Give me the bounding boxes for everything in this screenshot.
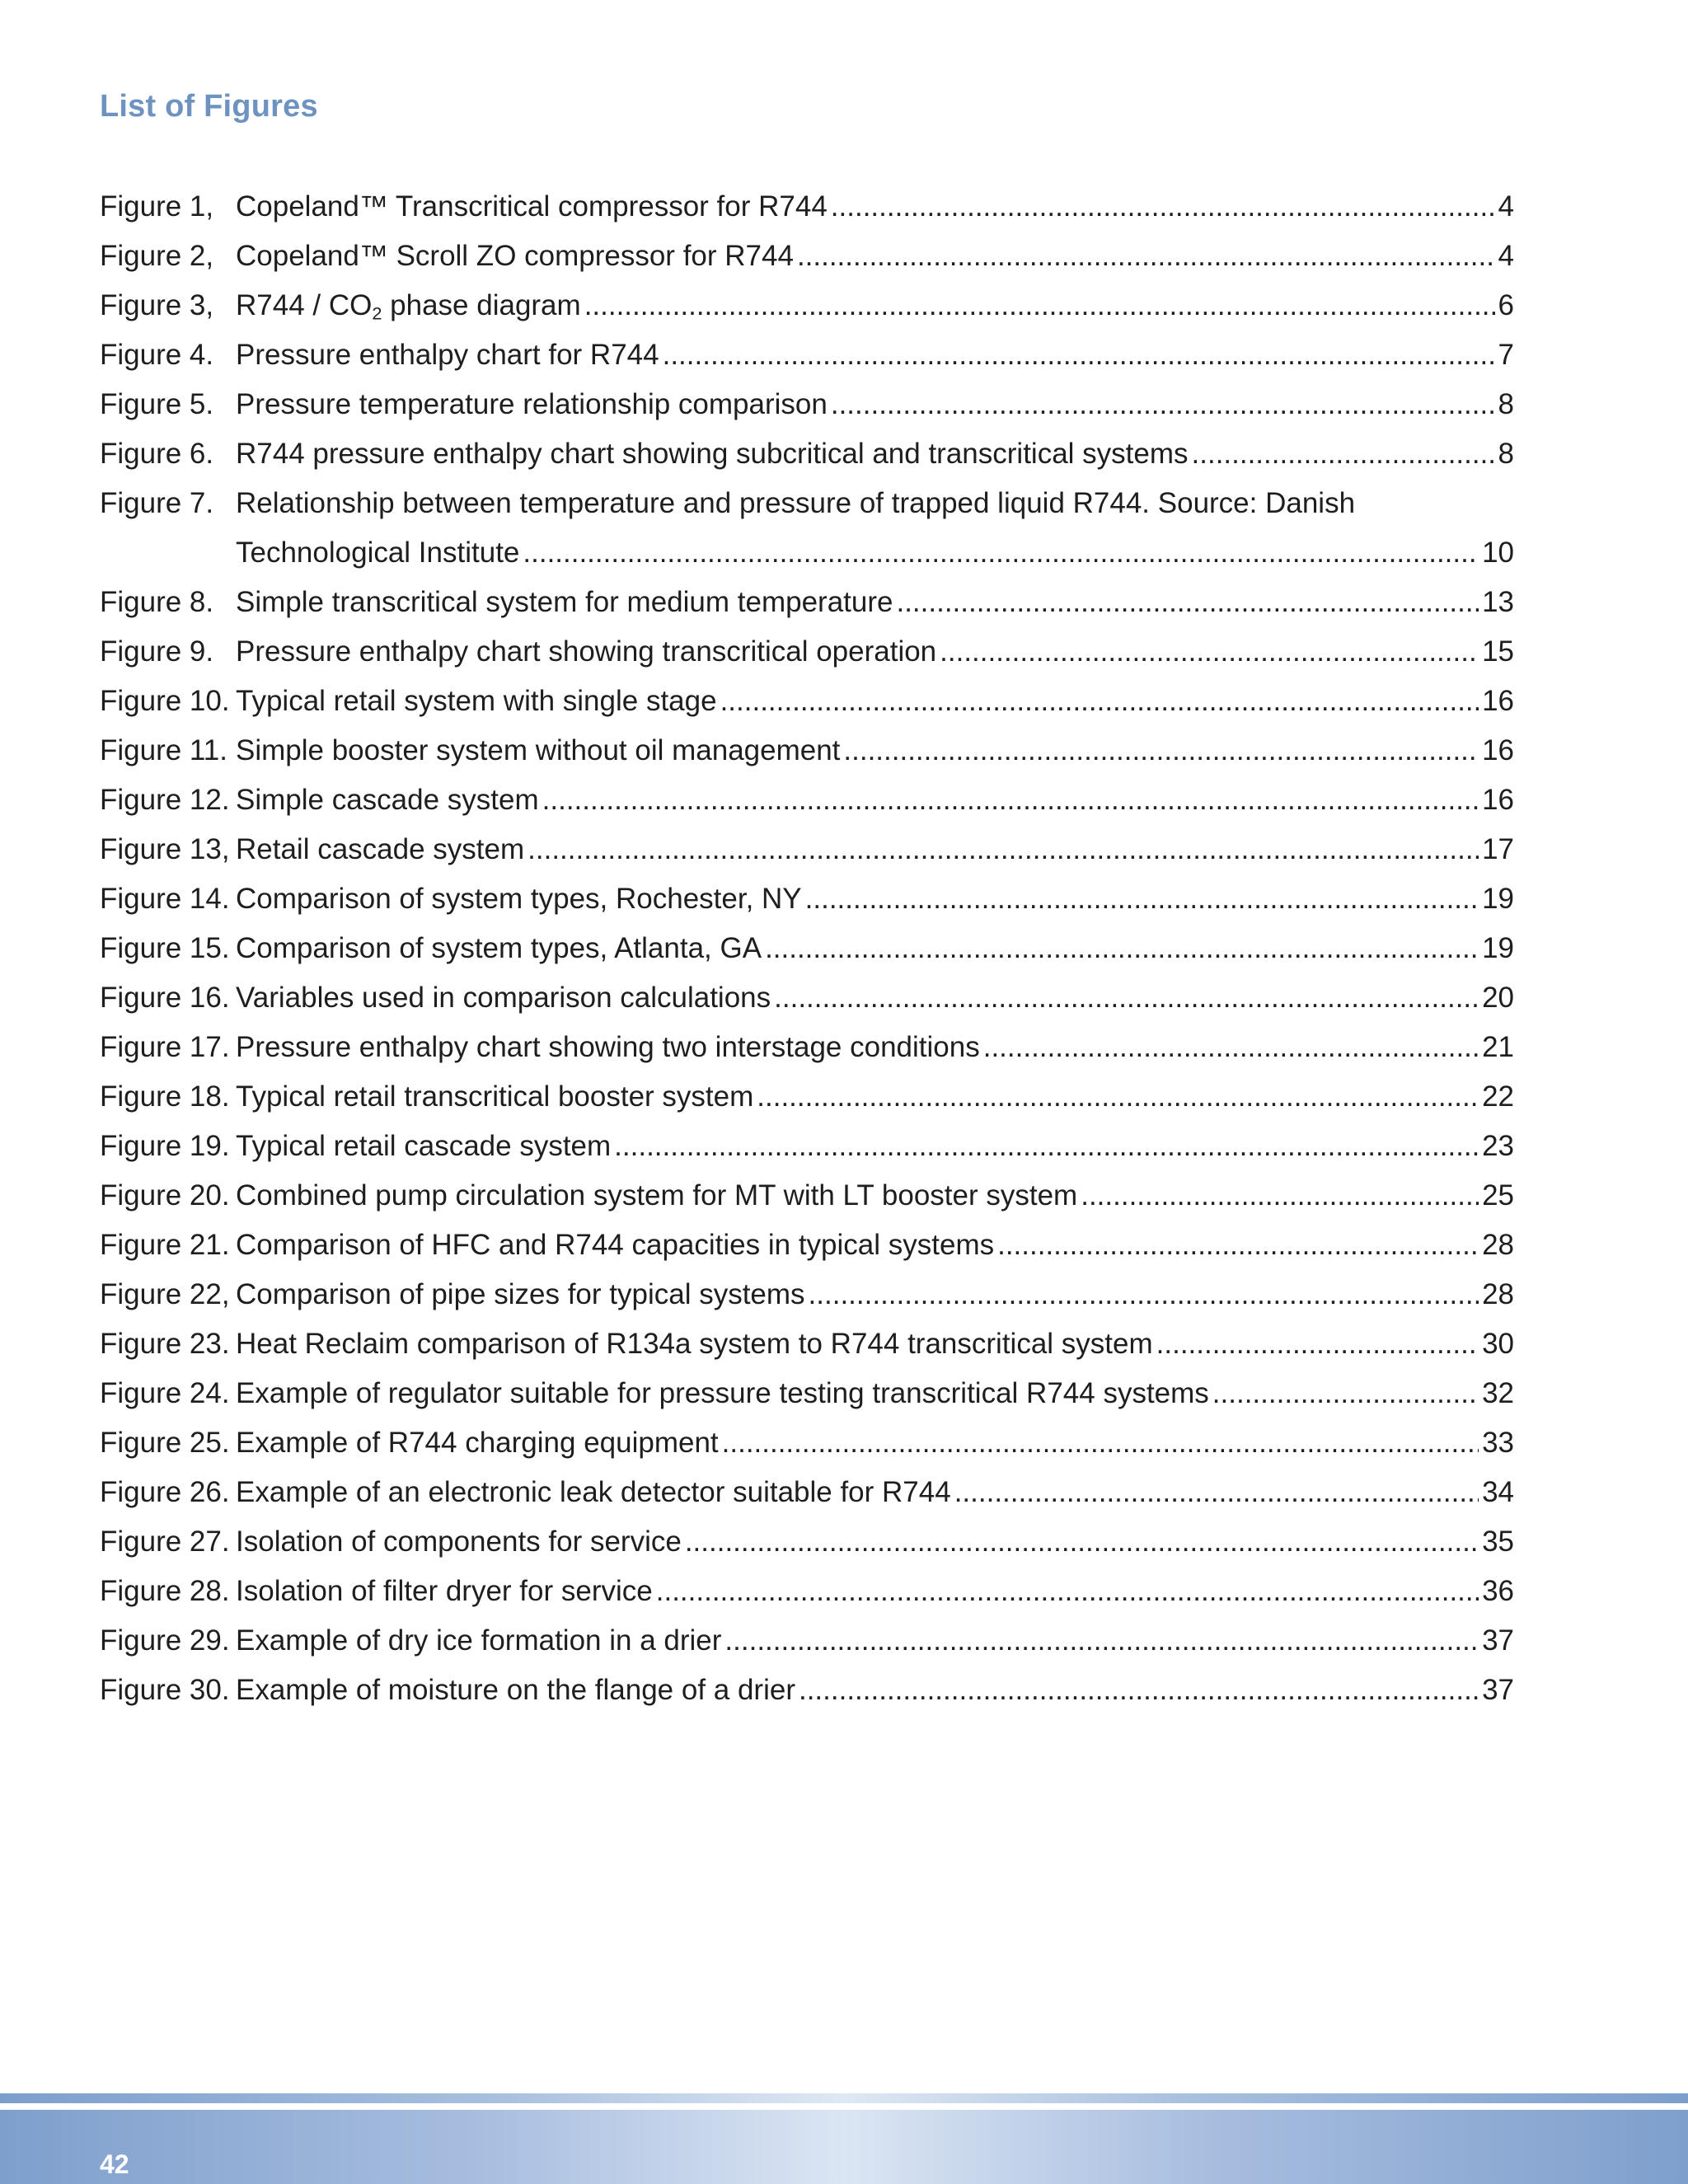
figure-title: Example of dry ice formation in a drier <box>236 1624 722 1657</box>
figure-title: Pressure enthalpy chart showing transcritical operation <box>236 635 937 668</box>
figure-number: Figure 12. <box>100 784 230 816</box>
figure-number: Figure 8. <box>100 586 214 618</box>
page-ref: 20 <box>1482 982 1514 1014</box>
list-item[interactable] <box>100 1567 1514 1616</box>
page-ref: 25 <box>1482 1179 1514 1212</box>
list-item[interactable] <box>100 1270 1514 1319</box>
page-ref: 19 <box>1482 932 1514 964</box>
figure-number: Figure 11. <box>100 734 227 766</box>
figure-title: Typical retail cascade system <box>236 1130 612 1162</box>
dot-leader <box>1212 1369 1479 1418</box>
page-ref: 37 <box>1482 1674 1514 1706</box>
page-ref: 34 <box>1482 1476 1514 1508</box>
figure-number: Figure 7. <box>100 487 214 519</box>
figure-number: Figure 19. <box>100 1130 230 1162</box>
figure-title: Example of regulator suitable for pressure testing transcritical R744 systems <box>236 1377 1209 1409</box>
list-item[interactable] <box>100 1072 1514 1122</box>
dot-leader <box>997 1221 1479 1270</box>
dot-leader <box>1081 1171 1479 1221</box>
list-item[interactable] <box>100 1171 1514 1221</box>
figure-title: Comparison of system types, Rochester, NY <box>236 883 802 915</box>
dot-leader <box>843 726 1479 776</box>
page-ref: 21 <box>1482 1031 1514 1063</box>
figure-number: Figure 24. <box>100 1377 230 1409</box>
list-item[interactable] <box>100 479 1514 578</box>
figure-title: Isolation of filter dryer for service <box>236 1575 653 1607</box>
page-ref: 8 <box>1498 438 1514 470</box>
figure-title: Typical retail transcritical booster system <box>236 1080 754 1113</box>
figure-title: Simple transcritical system for medium temperature <box>236 586 893 618</box>
figure-number: Figure 13, <box>100 833 230 865</box>
page-ref: 4 <box>1498 240 1514 272</box>
figure-number: Figure 18. <box>100 1080 230 1113</box>
figure-title: Comparison of system types, Atlanta, GA <box>236 932 762 964</box>
page-footer <box>0 2093 1688 2184</box>
page-ref: 16 <box>1482 784 1514 816</box>
page-ref: 17 <box>1482 833 1514 865</box>
page-ref: 19 <box>1482 883 1514 915</box>
dot-leader <box>722 1418 1479 1468</box>
list-of-figures <box>100 182 1514 1715</box>
figure-title: R744 pressure enthalpy chart showing subcritical and transcritical systems <box>236 438 1189 470</box>
figure-number: Figure 27. <box>100 1526 230 1558</box>
list-item[interactable] <box>100 429 1514 479</box>
page-ref: 8 <box>1498 388 1514 420</box>
list-item[interactable] <box>100 874 1514 924</box>
list-item[interactable] <box>100 1418 1514 1468</box>
page-ref: 7 <box>1498 339 1514 371</box>
list-item[interactable] <box>100 1369 1514 1418</box>
figure-title: Pressure enthalpy chart for R744 <box>236 339 659 371</box>
figure-number: Figure 30. <box>100 1674 230 1706</box>
figure-title: Pressure enthalpy chart showing two interstage conditions <box>236 1031 980 1063</box>
figure-title: Typical retail system with single stage <box>236 685 717 717</box>
figure-number: Figure 1, <box>100 190 214 223</box>
dot-leader <box>656 1567 1479 1616</box>
dot-leader <box>954 1468 1479 1517</box>
dot-leader <box>940 627 1479 677</box>
list-item[interactable] <box>100 182 1514 232</box>
list-item[interactable] <box>100 232 1514 281</box>
figure-number: Figure 21. <box>100 1229 230 1261</box>
dot-leader <box>584 281 1495 330</box>
figure-number: Figure 10. <box>100 685 230 717</box>
dot-leader <box>831 380 1495 429</box>
figure-title: Comparison of HFC and R744 capacities in typical systems <box>236 1229 995 1261</box>
dot-leader <box>799 1666 1479 1715</box>
dot-leader <box>1156 1319 1479 1369</box>
figure-number: Figure 2, <box>100 240 214 272</box>
figure-title: Example of R744 charging equipment <box>236 1427 719 1459</box>
page-ref: 28 <box>1482 1229 1514 1261</box>
dot-leader <box>685 1517 1479 1567</box>
figure-number: Figure 6. <box>100 438 214 470</box>
figure-title: Example of moisture on the flange of a drier <box>236 1674 795 1706</box>
dot-leader <box>523 528 1479 578</box>
list-item[interactable] <box>100 973 1514 1023</box>
list-item[interactable] <box>100 776 1514 825</box>
dot-leader <box>542 776 1479 825</box>
figure-title: Pressure temperature relationship comparison <box>236 388 828 420</box>
page-ref: 16 <box>1482 734 1514 766</box>
page-ref: 4 <box>1498 190 1514 223</box>
figure-number: Figure 3, <box>100 289 214 321</box>
page-ref: 10 <box>1482 537 1514 569</box>
figure-title: $R744 / CO_2$ phase diagram <box>236 289 581 324</box>
page-ref: 28 <box>1482 1278 1514 1310</box>
dot-leader <box>983 1023 1479 1072</box>
figure-title: Simple booster system without oil management <box>236 734 841 766</box>
list-item[interactable] <box>100 380 1514 429</box>
list-item[interactable] <box>100 1517 1514 1567</box>
figure-number: Figure 4. <box>100 339 214 371</box>
figure-number: Figure 20. <box>100 1179 230 1212</box>
figure-title: Comparison of pipe sizes for typical systems <box>236 1278 805 1310</box>
page-ref: 13 <box>1482 586 1514 618</box>
figure-title: Combined pump circulation system for MT with LT booster system <box>236 1179 1078 1212</box>
figure-number: Figure 26. <box>100 1476 230 1508</box>
page-ref: 16 <box>1482 685 1514 717</box>
dot-leader <box>809 1270 1479 1319</box>
figure-title: Variables used in comparison calculations <box>236 982 771 1014</box>
page-ref: 23 <box>1482 1130 1514 1162</box>
list-item[interactable] <box>100 578 1514 627</box>
figure-number: Figure 14. <box>100 883 230 915</box>
figure-number: Figure 5. <box>100 388 214 420</box>
figure-number: Figure 15. <box>100 932 230 964</box>
dot-leader <box>757 1072 1479 1122</box>
figure-title: Heat Reclaim comparison of R134a system to R744 transcritical system <box>236 1328 1153 1360</box>
figure-number: Figure 9. <box>100 635 214 668</box>
dot-leader <box>774 973 1479 1023</box>
list-item[interactable] <box>100 825 1514 874</box>
page-ref: 36 <box>1482 1575 1514 1607</box>
list-item[interactable] <box>100 924 1514 973</box>
list-item[interactable] <box>100 726 1514 776</box>
figure-number: Figure 28. <box>100 1575 230 1607</box>
figure-title: Copeland™ Scroll ZO compressor for R744 <box>236 240 794 272</box>
dot-leader <box>724 1616 1479 1666</box>
list-item[interactable] <box>100 1616 1514 1666</box>
page-ref: 15 <box>1482 635 1514 668</box>
page-ref: 22 <box>1482 1080 1514 1113</box>
list-item[interactable] <box>100 1666 1514 1715</box>
list-item[interactable] <box>100 1122 1514 1171</box>
list-item[interactable] <box>100 627 1514 677</box>
page-ref: 30 <box>1482 1328 1514 1360</box>
figure-number: Figure 23. <box>100 1328 230 1360</box>
figure-number: Figure 22, <box>100 1278 230 1310</box>
dot-leader <box>720 677 1479 726</box>
figure-title-line-2: Technological Institute <box>236 537 520 569</box>
list-item[interactable] <box>100 1023 1514 1072</box>
footer-band <box>0 2110 1688 2184</box>
dot-leader <box>896 578 1479 627</box>
dot-leader <box>614 1122 1479 1171</box>
subscript: 2 <box>372 302 382 324</box>
list-item[interactable] <box>100 1468 1514 1517</box>
figure-title: Simple cascade system <box>236 784 539 816</box>
figure-title-line-1: Relationship between temperature and pressure of trapped liquid R744. Source: Danish <box>236 487 1356 519</box>
page-ref: 35 <box>1482 1526 1514 1558</box>
dot-leader <box>805 874 1479 924</box>
page-number: 42 <box>100 2149 129 2179</box>
dot-leader <box>528 825 1479 874</box>
figure-title: Isolation of components for service <box>236 1526 682 1558</box>
figure-number: Figure 17. <box>100 1031 230 1063</box>
dot-leader <box>797 232 1495 281</box>
list-item[interactable] <box>100 281 1514 330</box>
figure-number: Figure 29. <box>100 1624 230 1657</box>
dot-leader <box>1192 429 1495 479</box>
page-ref: 37 <box>1482 1624 1514 1657</box>
list-item[interactable] <box>100 1319 1514 1369</box>
list-item[interactable] <box>100 1221 1514 1270</box>
figure-title: Copeland™ Transcritical compressor for R744 <box>236 190 828 223</box>
figure-number: Figure 25. <box>100 1427 230 1459</box>
dot-leader <box>765 924 1479 973</box>
dot-leader <box>663 330 1495 380</box>
page-ref: 32 <box>1482 1377 1514 1409</box>
figure-title: Retail cascade system <box>236 833 525 865</box>
dot-leader <box>831 182 1495 232</box>
list-item[interactable] <box>100 330 1514 380</box>
page-ref: 33 <box>1482 1427 1514 1459</box>
page-title: List of Figures <box>100 89 318 124</box>
page-ref: 6 <box>1498 289 1514 321</box>
figure-number: Figure 16. <box>100 982 230 1014</box>
footer-stripe <box>0 2093 1688 2103</box>
list-item[interactable] <box>100 677 1514 726</box>
figure-title: Example of an electronic leak detector suitable for R744 <box>236 1476 951 1508</box>
